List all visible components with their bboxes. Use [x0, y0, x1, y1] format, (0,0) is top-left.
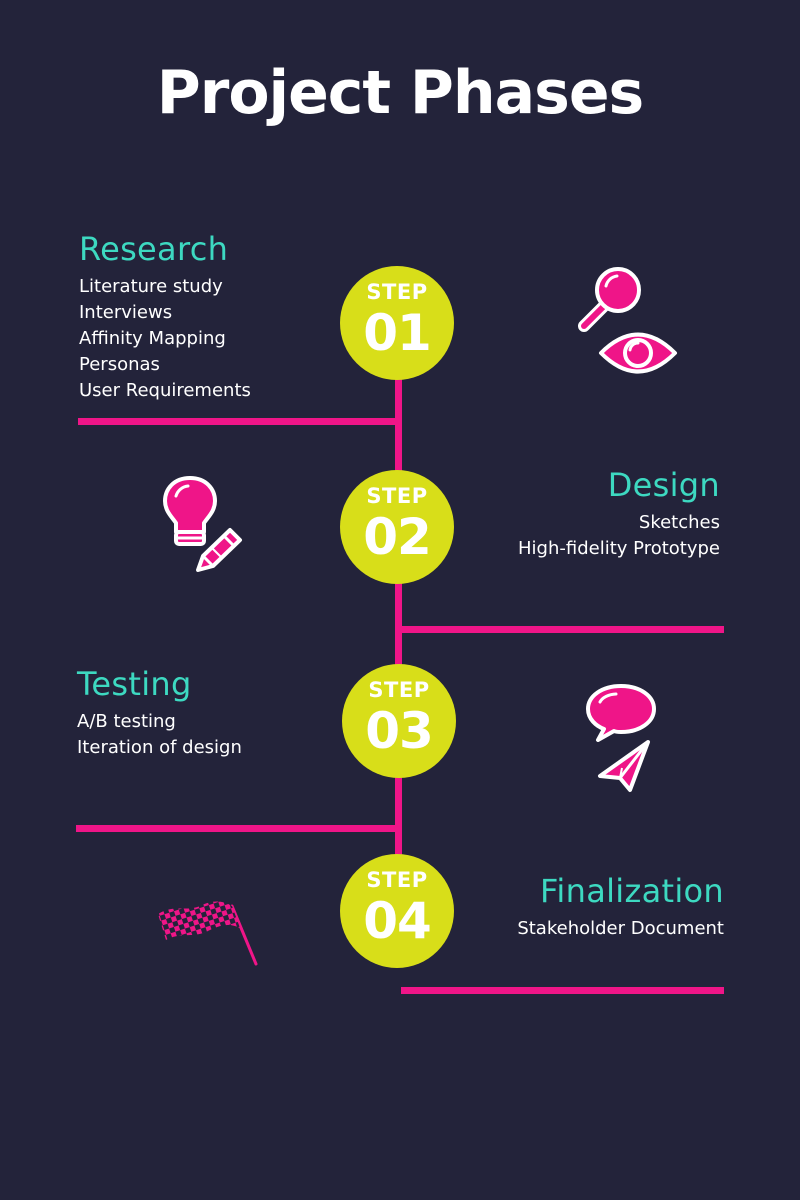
list-item: High-fidelity Prototype [518, 538, 720, 559]
step-4-number: 04 [363, 892, 431, 950]
step-4-circle [340, 854, 454, 968]
eye-icon [598, 326, 678, 380]
step-1-circle [340, 266, 454, 380]
finalization-list [517, 916, 724, 942]
research-underline [78, 418, 398, 425]
step-2-circle [340, 470, 454, 584]
step-4-label: STEP [366, 868, 428, 892]
finalization-phase [517, 872, 724, 942]
testing-phase [77, 665, 242, 761]
pencil-icon [192, 524, 246, 576]
step-3-number: 03 [365, 702, 433, 760]
step-3-circle [342, 664, 456, 778]
list-item: A/B testing [77, 711, 176, 732]
design-underline [398, 626, 724, 633]
list-item: Interviews [79, 302, 173, 323]
design-phase [518, 466, 720, 562]
step-1-number: 01 [363, 304, 431, 362]
speech-bubble-icon [584, 682, 658, 744]
step-3-label: STEP [368, 678, 430, 702]
design-list [518, 510, 720, 562]
checkered-flag-icon [152, 892, 264, 970]
finalization-underline [401, 987, 724, 994]
testing-heading: Testing [77, 665, 192, 703]
list-item: Literature study [79, 276, 223, 297]
finalization-heading: Finalization [540, 872, 724, 910]
step-2-label: STEP [366, 484, 428, 508]
list-item: Sketches [638, 512, 720, 533]
page-title: Project Phases [156, 58, 644, 128]
list-item: Affinity Mapping [79, 328, 226, 349]
list-item: Iteration of design [77, 737, 242, 758]
testing-underline [76, 825, 398, 832]
paper-plane-icon [596, 738, 654, 794]
list-item: Personas [79, 354, 160, 375]
design-heading: Design [607, 466, 720, 504]
research-heading: Research [79, 230, 229, 268]
research-phase [79, 230, 251, 404]
list-item: User Requirements [79, 380, 251, 401]
step-1-label: STEP [366, 280, 428, 304]
testing-list [77, 709, 242, 761]
step-2-number: 02 [363, 508, 431, 566]
research-list [79, 274, 251, 404]
list-item: Stakeholder Document [517, 918, 724, 939]
